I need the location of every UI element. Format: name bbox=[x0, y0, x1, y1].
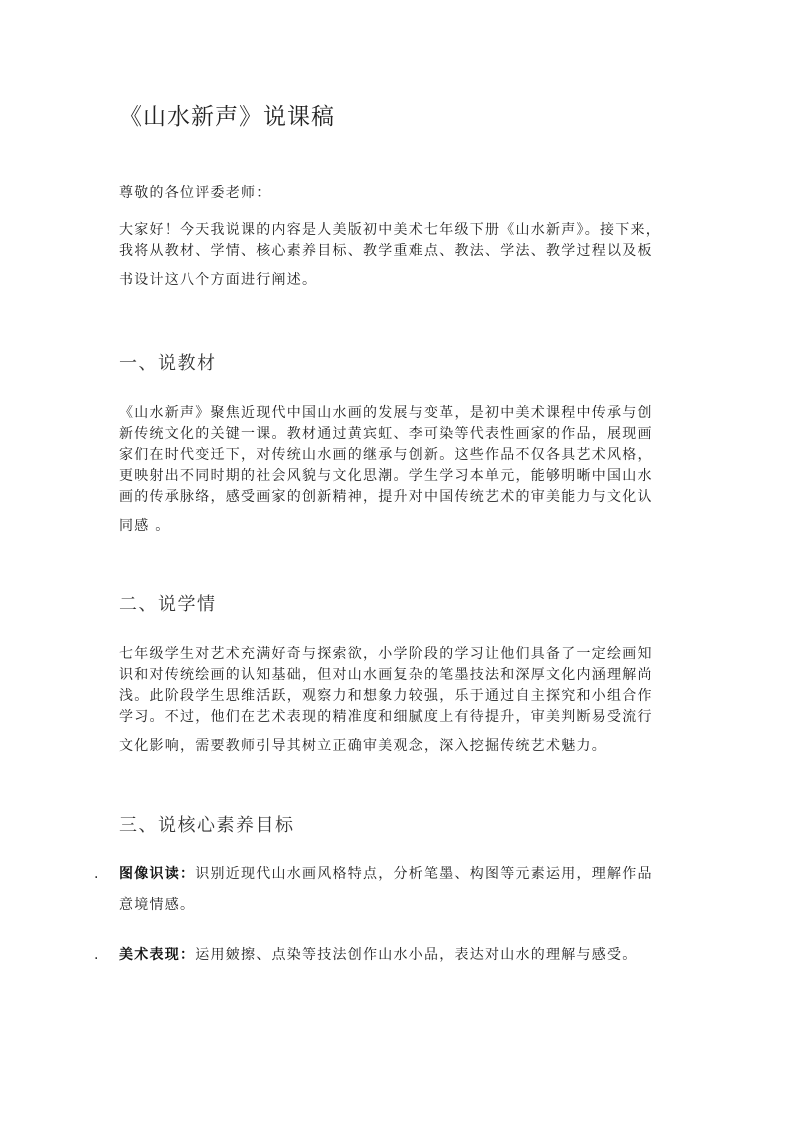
paragraph-line: 浅。此阶段学生思维活跃，观察力和想象力较强，乐于通过自主探究和小组合作 bbox=[119, 688, 653, 704]
paragraph-line: 家们在时代变迁下，对传统山水画的继承与创新。这些作品不仅各具艺术风格， bbox=[119, 447, 653, 463]
bullet-label: 美术表现 bbox=[119, 947, 180, 963]
paragraph-line: 文化影响，需要教师引导其树立正确审美观念，深入挖掘传统艺术魅力。 bbox=[119, 738, 607, 754]
intro-line: 大家好！今天我说课的内容是人美版初中美术七年级下册《山水新声》。接下来， bbox=[119, 222, 661, 238]
bullet-text bbox=[119, 945, 679, 966]
paragraph-line: 新传统文化的关键一课。教材通过黄宾虹、李可染等代表性画家的作品，展现画 bbox=[119, 426, 653, 442]
bullet-marker: . bbox=[94, 947, 99, 963]
intro-line: 书设计这八个方面进行阐述。 bbox=[119, 272, 318, 288]
bullet-line bbox=[119, 945, 679, 966]
bullet-line bbox=[119, 864, 679, 885]
section-textbook-paragraph bbox=[119, 403, 679, 537]
section-heading-textbook: 一、说教材 bbox=[119, 353, 217, 374]
greeting-line: 尊敬的各位评委老师： bbox=[119, 185, 272, 201]
paragraph-line: 七年级学生对艺术充满好奇与探索欲，小学阶段的学习让他们具备了一定绘画知 bbox=[119, 646, 653, 662]
section-heading-learners: 二、说学情 bbox=[119, 594, 217, 615]
intro-line: 我将从教材、学情、核心素养目标、教学重难点、教法、学法、教学过程以及板 bbox=[119, 243, 653, 259]
paragraph-line: 识和对传统绘画的认知基础，但对山水画复杂的笔墨技法和深厚文化内涵理解尚 bbox=[119, 667, 653, 683]
paragraph-line: 更映射出不同时期的社会风貌与文化思潮。学生学习本单元，能够明晰中国山水 bbox=[119, 468, 653, 484]
bullet-content: 识别近现代山水画风格特点，分析笔墨、构图等元素运用，理解作品 bbox=[195, 866, 653, 882]
section-heading-core-goals: 三、说核心素养目标 bbox=[119, 815, 295, 836]
paragraph-line: 同感 。 bbox=[119, 518, 171, 534]
paragraph-line: 学习。不过，他们在艺术表现的精准度和细腻度上有待提升，审美判断易受流行 bbox=[119, 709, 653, 725]
greeting-text bbox=[119, 183, 679, 204]
bullet-label: 图像识读 bbox=[119, 866, 180, 882]
bullet-text bbox=[119, 864, 679, 916]
intro-paragraph bbox=[119, 220, 679, 291]
paragraph-line: 《山水新声》聚焦近现代中国山水画的发展与变革，是初中美术课程中传承与创 bbox=[119, 405, 653, 421]
paragraph-line: 画的传承脉络，感受画家的创新精神，提升对中国传统艺术的审美能力与文化认 bbox=[119, 489, 653, 505]
document-title: 《山水新声》说课稿 bbox=[119, 104, 335, 130]
bullet-colon: ： bbox=[180, 947, 196, 963]
bullet-line: 意境情感。 bbox=[119, 897, 196, 913]
section-learners-paragraph bbox=[119, 644, 679, 757]
bullet-colon: ： bbox=[180, 866, 196, 882]
bullet-marker: . bbox=[94, 866, 99, 882]
bullet-content: 运用皴擦、点染等技法创作山水小品，表达对山水的理解与感受。 bbox=[195, 947, 638, 963]
